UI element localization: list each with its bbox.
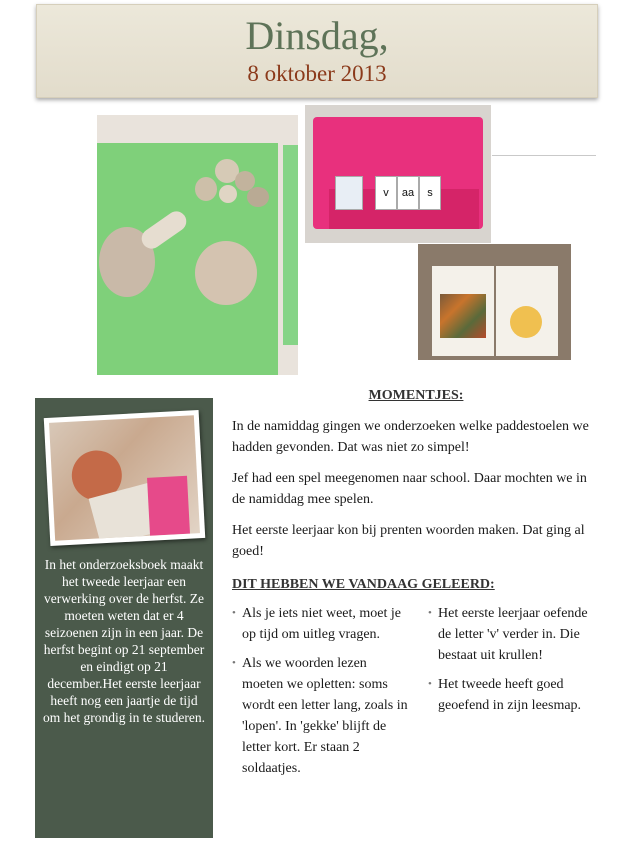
paragraph: In de namiddag gingen we onderzoeken welke paddestoelen we hadden gevonden. Dat was niet zo simpel! — [232, 419, 589, 455]
section-heading-learned: DIT HEBBEN WE VANDAAG GELEERD: — [232, 577, 495, 592]
green-board-edge — [283, 145, 298, 345]
photo-letter-box — [305, 105, 491, 243]
list-item: • Als je iets niet weet, moet je op tijd om uitleg vragen. — [232, 603, 410, 645]
pink-letter-box — [313, 117, 483, 229]
letter-tile: aa — [397, 176, 419, 210]
list-item: • Het eerste leerjaar oefende de letter 'v' verder in. Die bestaat uit krullen! — [428, 603, 600, 666]
letter-tile: s — [419, 176, 441, 210]
photo-mushrooms — [97, 115, 298, 375]
mushroom-small — [219, 185, 237, 203]
list-item: • Het tweede heeft goed geoefend in zijn leesmap. — [428, 674, 600, 716]
children-photo — [49, 415, 200, 540]
photo-children-reading — [44, 410, 205, 546]
mushroom-small — [195, 177, 217, 201]
page-title: Dinsdag, — [245, 13, 389, 58]
sidebar-panel — [35, 398, 213, 838]
letter-tile: v — [375, 176, 397, 210]
learned-column-right — [428, 603, 600, 724]
paragraph: Jef had een spel meegenomen naar school. Daar mochten we in de namiddag mee spelen. — [232, 471, 587, 507]
mushroom-small — [247, 187, 269, 207]
header-banner — [36, 4, 598, 98]
learned-column-left — [232, 603, 410, 787]
learned-columns — [232, 603, 600, 803]
picture-tile — [335, 176, 363, 210]
divider-line — [492, 155, 596, 156]
main-content — [232, 385, 600, 803]
list-item: • Als we woorden lezen moeten we opletten: soms wordt een letter lang, zoals in 'lopen'. In 'gekke' blijft de letter kort. Er staan 2 soldaatjes. — [232, 653, 410, 779]
mushroom-cap — [195, 241, 257, 305]
paragraph: Het eerste leerjaar kon bij prenten woorden maken. Dat ging al goed! — [232, 523, 585, 559]
photo-research-book — [418, 244, 571, 360]
drawing-sticker — [510, 306, 542, 338]
page-date: 8 oktober 2013 — [247, 61, 387, 86]
section-heading-momentjes: MOMENTJES: — [368, 388, 464, 403]
autumn-pictures — [440, 294, 486, 338]
sidebar-text: In het onderzoeksboek maakt het tweede leerjaar een verwerking over de herfst. Ze moeten weten dat er 4 seizoenen zijn in een jaar. De herfst begint op 21 september en eindigt op 21 december.Het eerste leerjaar heeft nog een jaartje de tijd om het grondig in te studeren. — [43, 557, 205, 725]
